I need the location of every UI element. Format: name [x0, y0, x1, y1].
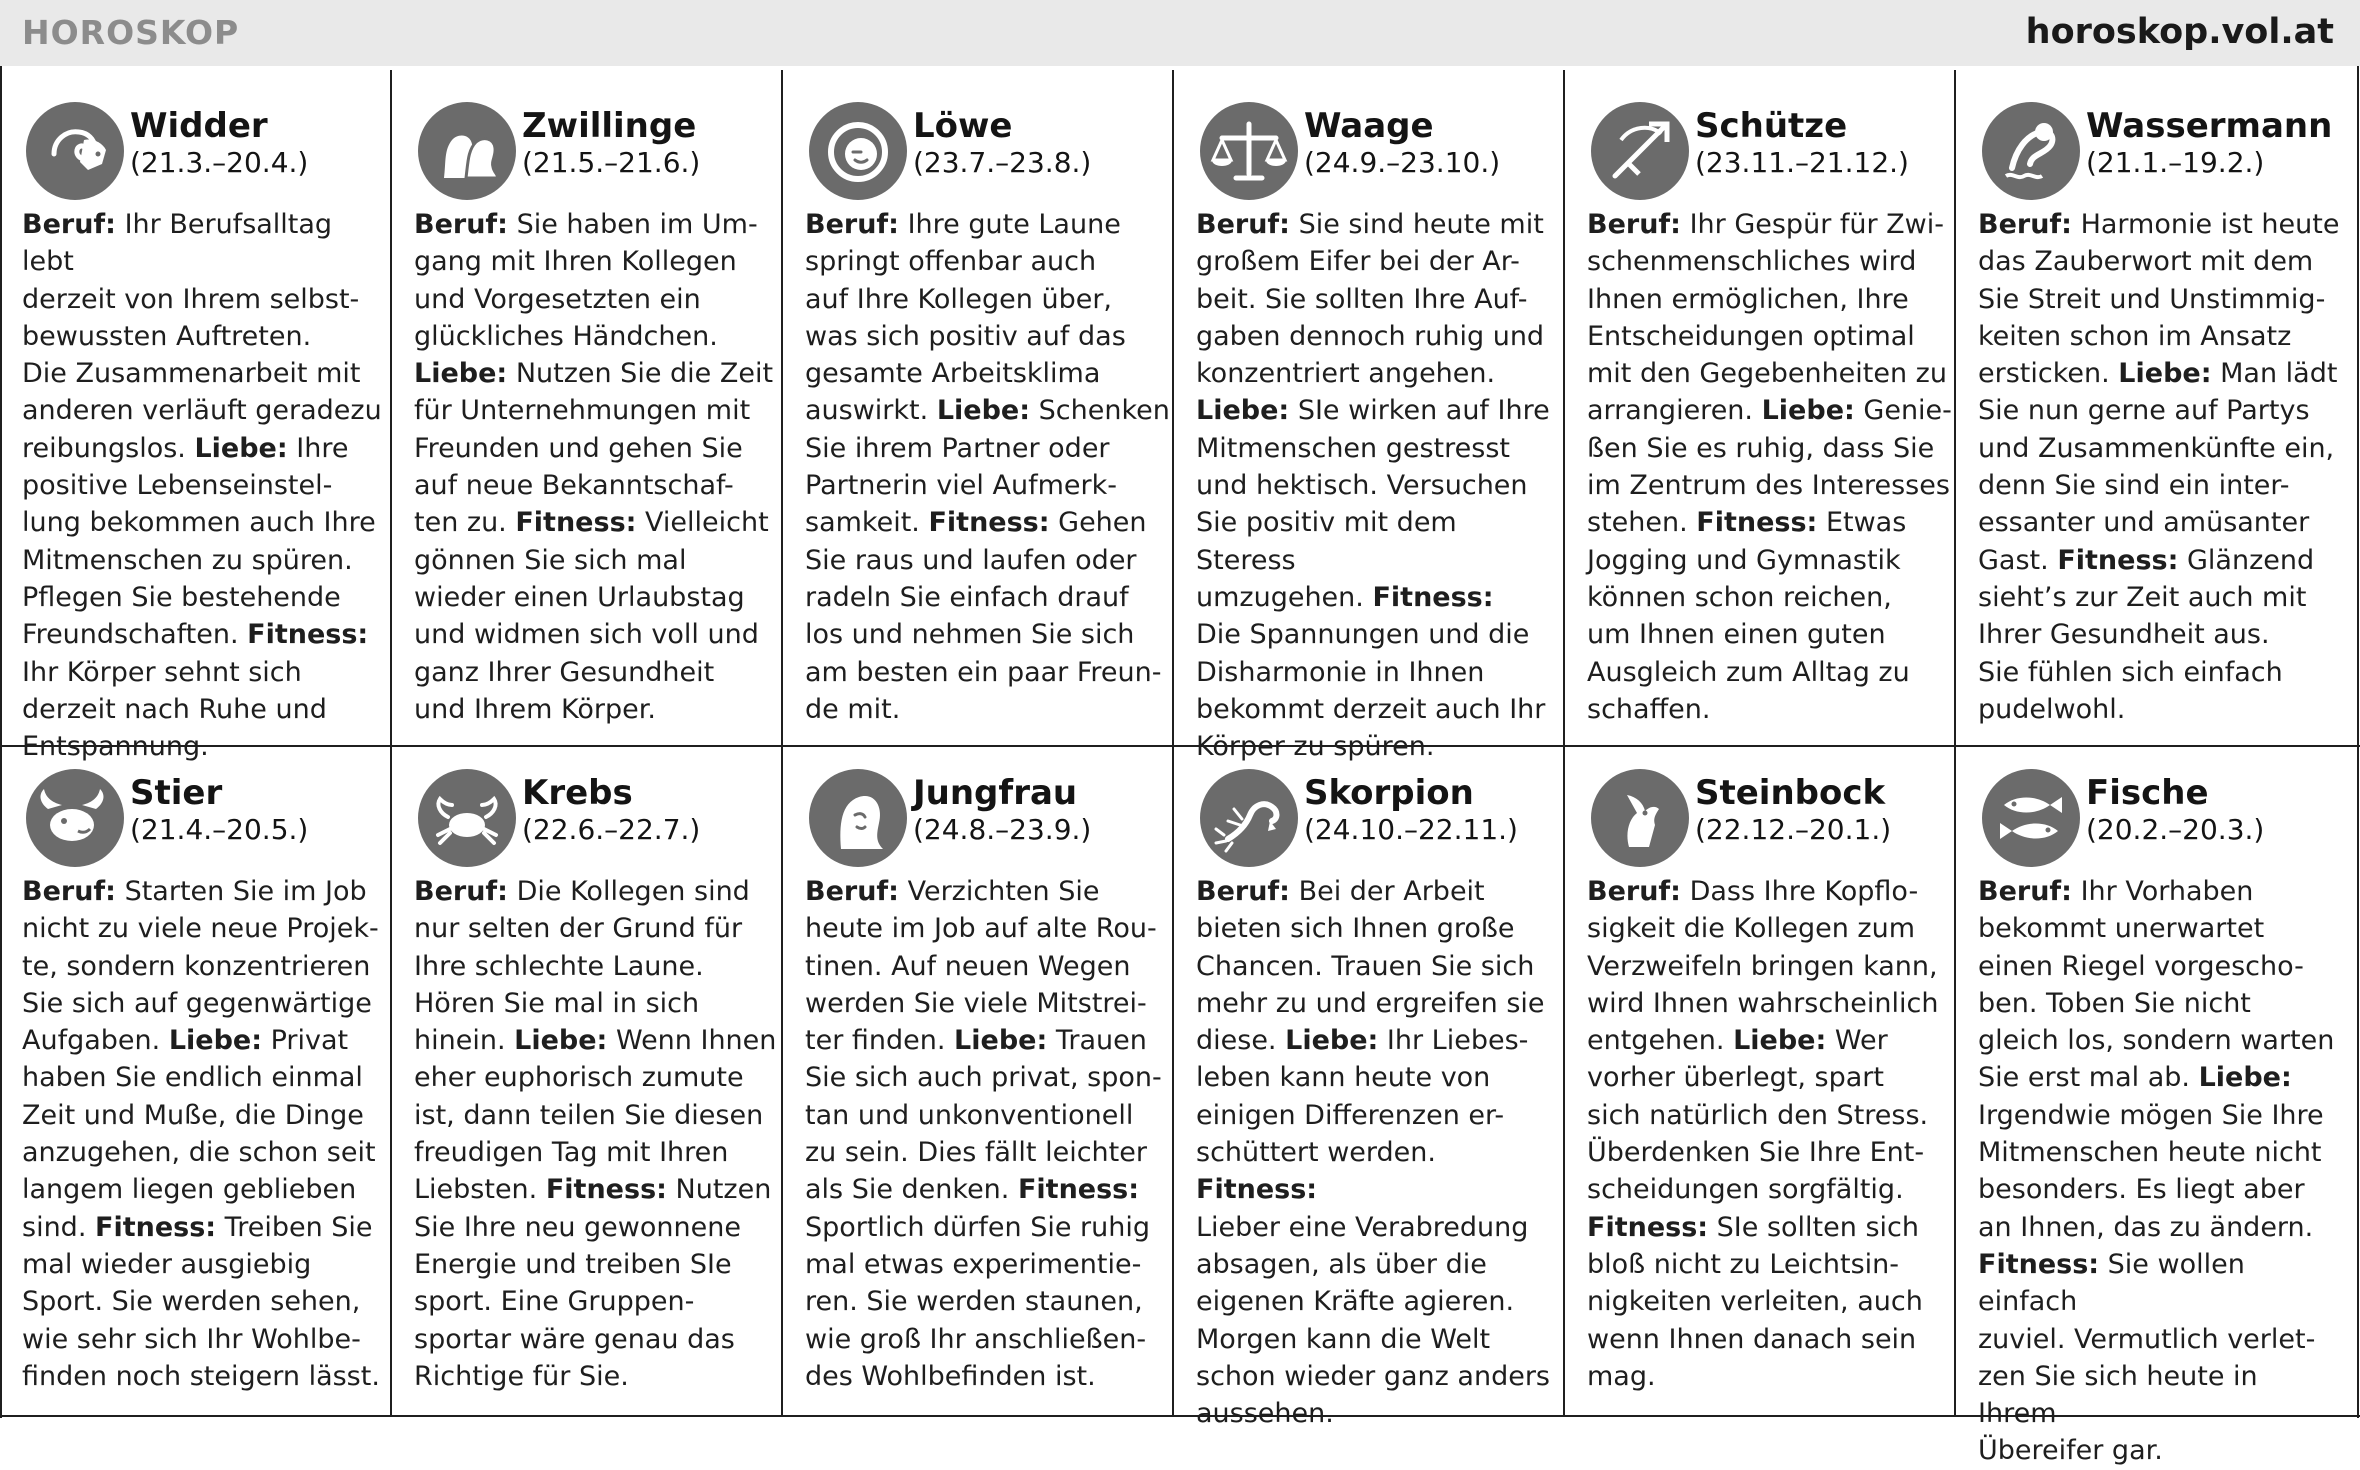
sign-dates: (22.12.–20.1.) — [1695, 813, 1892, 846]
sign-dates: (23.7.–23.8.) — [913, 146, 1092, 179]
scales-icon — [1200, 102, 1298, 200]
sign-text — [805, 873, 1170, 1395]
beruf-text: Ihre gute Laune springt offenbar auch auf Ihre Kollegen über, was sich positiv auf das gesamte Arbeitsklima auswirkt. — [805, 209, 1126, 427]
liebe-text: Man lädt Sie nun gerne auf Partys und Zusammenkünfte ein, denn Sie sind ein inter- essanter und amüsanter Gast. — [1978, 358, 2338, 576]
fitness-label: Fitness: — [1017, 1174, 1140, 1206]
fitness-text: Ihr Körper sehnt sich derzeit nach Ruhe und Entspannung. — [22, 656, 327, 763]
fitness-label: Fitness: — [247, 619, 369, 651]
sign-text — [414, 873, 779, 1395]
sign-name: Widder — [130, 106, 268, 146]
frame-right-border — [2357, 66, 2359, 1418]
liebe-text: Schenken Sie ihrem Partner oder Partnerin viel Aufmerk- samkeit. — [805, 395, 1170, 539]
sign-dates: (23.11.–21.12.) — [1695, 146, 1909, 179]
fitness-text: Sportlich dürfen Sie ruhig mal etwas experimentie- ren. Sie werden staunen, wie groß Ihr anschließen- des Wohlbefinden ist. — [805, 1211, 1150, 1392]
lion-icon — [809, 102, 907, 200]
liebe-text: Wer vorher überlegt, spart sich natürlich den Stress. Überdenken Sie Ihre Ent- scheidungen sorgfältig. — [1587, 1025, 1929, 1206]
column-separator — [781, 70, 783, 1415]
liebe-text: Trauen Sie sich auch privat, spon- tan und unkonventionell zu sein. Dies fällt leichter als Sie denken. — [805, 1025, 1162, 1206]
fitness-label: Fitness: — [1978, 1248, 2100, 1280]
sign-dates: (24.8.–23.9.) — [913, 813, 1092, 846]
sign-dates: (22.6.–22.7.) — [522, 813, 701, 846]
fitness-label: Fitness: — [1587, 1211, 1709, 1243]
beruf-text: Sie sind heute mit großem Eifer bei der Ar- beit. Sie sollten Ihre Auf- gaben dennoch ruhig und konzentriert angehen. — [1196, 209, 1545, 390]
beruf-text: Ihr Vorhaben bekommt unerwartet einen Riegel vorgescho- ben. Toben Sie nicht gleich los, sondern warten Sie erst mal ab. — [1978, 876, 2335, 1094]
sign-text — [414, 206, 779, 728]
twins-icon — [418, 102, 516, 200]
sign-name: Stier — [130, 773, 223, 813]
liebe-text: Genie- ßen Sie es ruhig, dass Sie im Zentrum des Interesses stehen. — [1587, 395, 1952, 539]
fitness-label: Fitness: — [928, 507, 1050, 539]
sign-dates: (24.10.–22.11.) — [1304, 813, 1518, 846]
liebe-label: Liebe: — [1733, 1025, 1827, 1057]
fitness-label: Fitness: — [2057, 544, 2179, 576]
sign-text — [1196, 873, 1561, 1432]
sign-name: Fische — [2086, 773, 2209, 813]
fitness-text: Gehen Sie raus und laufen oder radeln Sie einfach drauf los und nehmen Sie sich am besten ein paar Freun- de mit. — [805, 507, 1162, 725]
liebe-text: Wenn Ihnen eher euphorisch zumute ist, dann teilen Sie diesen freudigen Tag mit Ihren Liebsten. — [414, 1025, 777, 1206]
beruf-label: Beruf: — [22, 209, 116, 240]
fitness-label: Fitness: — [95, 1211, 217, 1243]
sign-name: Jungfrau — [913, 773, 1078, 813]
page-header — [0, 0, 2360, 66]
sign-text — [22, 873, 387, 1395]
archer-icon — [1591, 102, 1689, 200]
beruf-label: Beruf: — [414, 876, 508, 907]
bull-icon — [26, 769, 124, 867]
sign-text — [1587, 206, 1952, 728]
beruf-text: Ihr Berufsalltag lebt derzeit von Ihrem selbst- bewussten Auftreten. Die Zusammenarbeit mit anderen verläuft geradezu reibungslos. — [22, 209, 382, 464]
column-separator — [390, 70, 392, 1415]
liebe-label: Liebe: — [514, 1025, 608, 1057]
column-separator — [1563, 70, 1565, 1415]
fitness-text: Vielleicht gönnen Sie sich mal wieder einen Urlaubstag und widmen sich voll und ganz Ihrer Gesundheit und Ihrem Körper. — [414, 507, 769, 725]
sign-name: Skorpion — [1304, 773, 1474, 813]
fish-icon — [1982, 769, 2080, 867]
sign-dates: (21.1.–19.2.) — [2086, 146, 2265, 179]
goat-icon — [1591, 769, 1689, 867]
sign-dates: (24.9.–23.10.) — [1304, 146, 1501, 179]
sign-dates: (21.3.–20.4.) — [130, 146, 309, 179]
liebe-text: Privat haben Sie endlich einmal Zeit und Muße, die Dinge anzugehen, die schon seit langem liegen geblieben sind. — [22, 1025, 376, 1243]
sign-name: Löwe — [913, 106, 1013, 146]
sign-text — [1978, 873, 2343, 1470]
fitness-text: Sie wollen einfach zuviel. Vermutlich verlet- zen Sie sich heute in Ihrem Übereifer gar. — [1978, 1248, 2316, 1467]
liebe-label: Liebe: — [2198, 1062, 2292, 1094]
liebe-label: Liebe: — [1285, 1025, 1379, 1057]
beruf-label: Beruf: — [1587, 209, 1681, 240]
beruf-text: Starten Sie im Job nicht zu viele neue Projek- te, sondern konzentrieren Sie sich auf gegenwärtige Aufgaben. — [22, 876, 379, 1057]
sign-name: Wassermann — [2086, 106, 2333, 146]
liebe-text: Irgendwie mögen Sie Ihre Mitmenschen heute nicht besonders. Es liegt aber an Ihnen, das zu ändern. — [1978, 1099, 2324, 1243]
sign-text — [1587, 873, 1952, 1395]
beruf-label: Beruf: — [1978, 876, 2072, 907]
beruf-text: Sie haben im Um- gang mit Ihren Kollegen und Vorgesetzten ein glückliches Händchen. — [414, 209, 758, 352]
beruf-label: Beruf: — [1978, 209, 2072, 240]
liebe-text: Nutzen Sie die Zeit für Unternehmungen mit Freunden und gehen Sie auf neue Bekanntschaf- ten zu. — [414, 358, 774, 539]
column-separator — [1954, 70, 1956, 1415]
liebe-label: Liebe: — [414, 358, 508, 390]
beruf-text: Verzichten Sie heute im Job auf alte Rou- tinen. Auf neuen Wegen werden Sie viele Mitstrei- ter finden. — [805, 876, 1157, 1057]
beruf-text: Ihr Gespür für Zwi- schenmenschliches wird Ihnen ermöglichen, Ihre Entscheidungen optimal mit den Gegebenheiten zu arrangieren. — [1587, 209, 1947, 427]
sign-text — [1978, 206, 2343, 728]
fitness-text: Nutzen Sie Ihre neu gewonnene Energie und treiben SIe sport. Eine Gruppen- sportar wäre genau das Richtige für Sie. — [414, 1174, 772, 1392]
fitness-text: SIe sollten sich bloß nicht zu Leichtsin- nigkeiten verleiten, auch wenn Ihnen danach sein mag. — [1587, 1211, 1923, 1392]
sign-name: Steinbock — [1695, 773, 1886, 813]
beruf-label: Beruf: — [414, 209, 508, 240]
fitness-label: Fitness: — [515, 507, 637, 539]
beruf-label: Beruf: — [1196, 876, 1290, 907]
crab-icon — [418, 769, 516, 867]
ram-icon — [26, 102, 124, 200]
liebe-label: Liebe: — [2118, 358, 2212, 390]
site-url[interactable]: horoskop.vol.at — [2025, 12, 2334, 52]
sign-name: Krebs — [522, 773, 633, 813]
liebe-label: Liebe: — [1196, 395, 1290, 427]
fitness-text: Glänzend sieht’s zur Zeit auch mit Ihrer Gesundheit aus. Sie fühlen sich einfach pudelwohl. — [1978, 544, 2315, 725]
frame-left-border — [0, 66, 2, 1418]
beruf-label: Beruf: — [1196, 209, 1290, 240]
beruf-label: Beruf: — [805, 876, 899, 907]
page-title: HOROSKOP — [22, 13, 240, 52]
fitness-label: Fitness: — [1372, 581, 1494, 613]
liebe-label: Liebe: — [954, 1025, 1048, 1057]
liebe-label: Liebe: — [936, 395, 1031, 427]
fitness-label: Fitness: — [1696, 507, 1818, 539]
sign-dates: (20.2.–20.3.) — [2086, 813, 2265, 846]
liebe-label: Liebe: — [1761, 395, 1855, 427]
beruf-label: Beruf: — [805, 209, 899, 240]
sign-dates: (21.5.–21.6.) — [522, 146, 701, 179]
beruf-label: Beruf: — [22, 876, 116, 907]
liebe-text: Ihre positive Lebenseinstel- lung bekommen auch Ihre Mitmenschen zu spüren. Pflegen Sie bestehende Freundschaften. — [22, 432, 376, 651]
sign-text — [805, 206, 1170, 728]
liebe-label: Liebe: — [168, 1025, 263, 1057]
liebe-label: Liebe: — [194, 432, 288, 464]
scorpion-icon — [1200, 769, 1298, 867]
water-bearer-icon — [1982, 102, 2080, 200]
beruf-text: Die Kollegen sind nur selten der Grund für Ihre schlechte Laune. Hören Sie mal in sich hinein. — [414, 876, 750, 1057]
sign-name: Zwillinge — [522, 106, 697, 146]
virgin-icon — [809, 769, 907, 867]
fitness-label: Fitness: — [545, 1174, 667, 1206]
beruf-text: Harmonie ist heute das Zauberwort mit dem Sie Streit und Unstimmig- keiten schon im Ansatz ersticken. — [1978, 209, 2340, 390]
liebe-text: SIe wirken auf Ihre Mitmenschen gestresst und hektisch. Versuchen Sie positiv mit dem Steress umzugehen. — [1196, 395, 1550, 613]
fitness-text: Treiben Sie mal wieder ausgiebig Sport. Sie werden sehen, wie sehr sich Ihr Wohlbe- finden noch steigern lässt. — [22, 1211, 380, 1392]
fitness-label: Fitness: — [1196, 1174, 1318, 1206]
beruf-text: Dass Ihre Kopflo- sigkeit die Kollegen zum Verzweifeln bringen kann, wird Ihnen wahrscheinlich entgehen. — [1587, 876, 1939, 1057]
fitness-text: Etwas Jogging und Gymnastik können schon reichen, um Ihnen einen guten Ausgleich zum Alltag zu schaffen. — [1587, 507, 1910, 725]
sign-text — [22, 206, 387, 765]
liebe-text: Ihr Liebes- leben kann heute von einigen Differenzen er- schüttert werden. — [1196, 1025, 1529, 1169]
beruf-label: Beruf: — [1587, 876, 1681, 907]
column-separator — [1172, 70, 1174, 1415]
fitness-text: Lieber eine Verabredung absagen, als über die eigenen Kräfte agieren. Morgen kann die Welt schon wieder ganz anders aussehen. — [1196, 1211, 1550, 1430]
sign-dates: (21.4.–20.5.) — [130, 813, 309, 846]
sign-text — [1196, 206, 1561, 765]
beruf-text: Bei der Arbeit bieten sich Ihnen große Chancen. Trauen Sie sich mehr zu und ergreifen sie diese. — [1196, 876, 1545, 1057]
sign-name: Schütze — [1695, 106, 1848, 146]
fitness-text: Die Spannungen und die Disharmonie in Ihnen bekommt derzeit auch Ihr Körper zu spüren. — [1196, 619, 1546, 763]
sign-name: Waage — [1304, 106, 1434, 146]
